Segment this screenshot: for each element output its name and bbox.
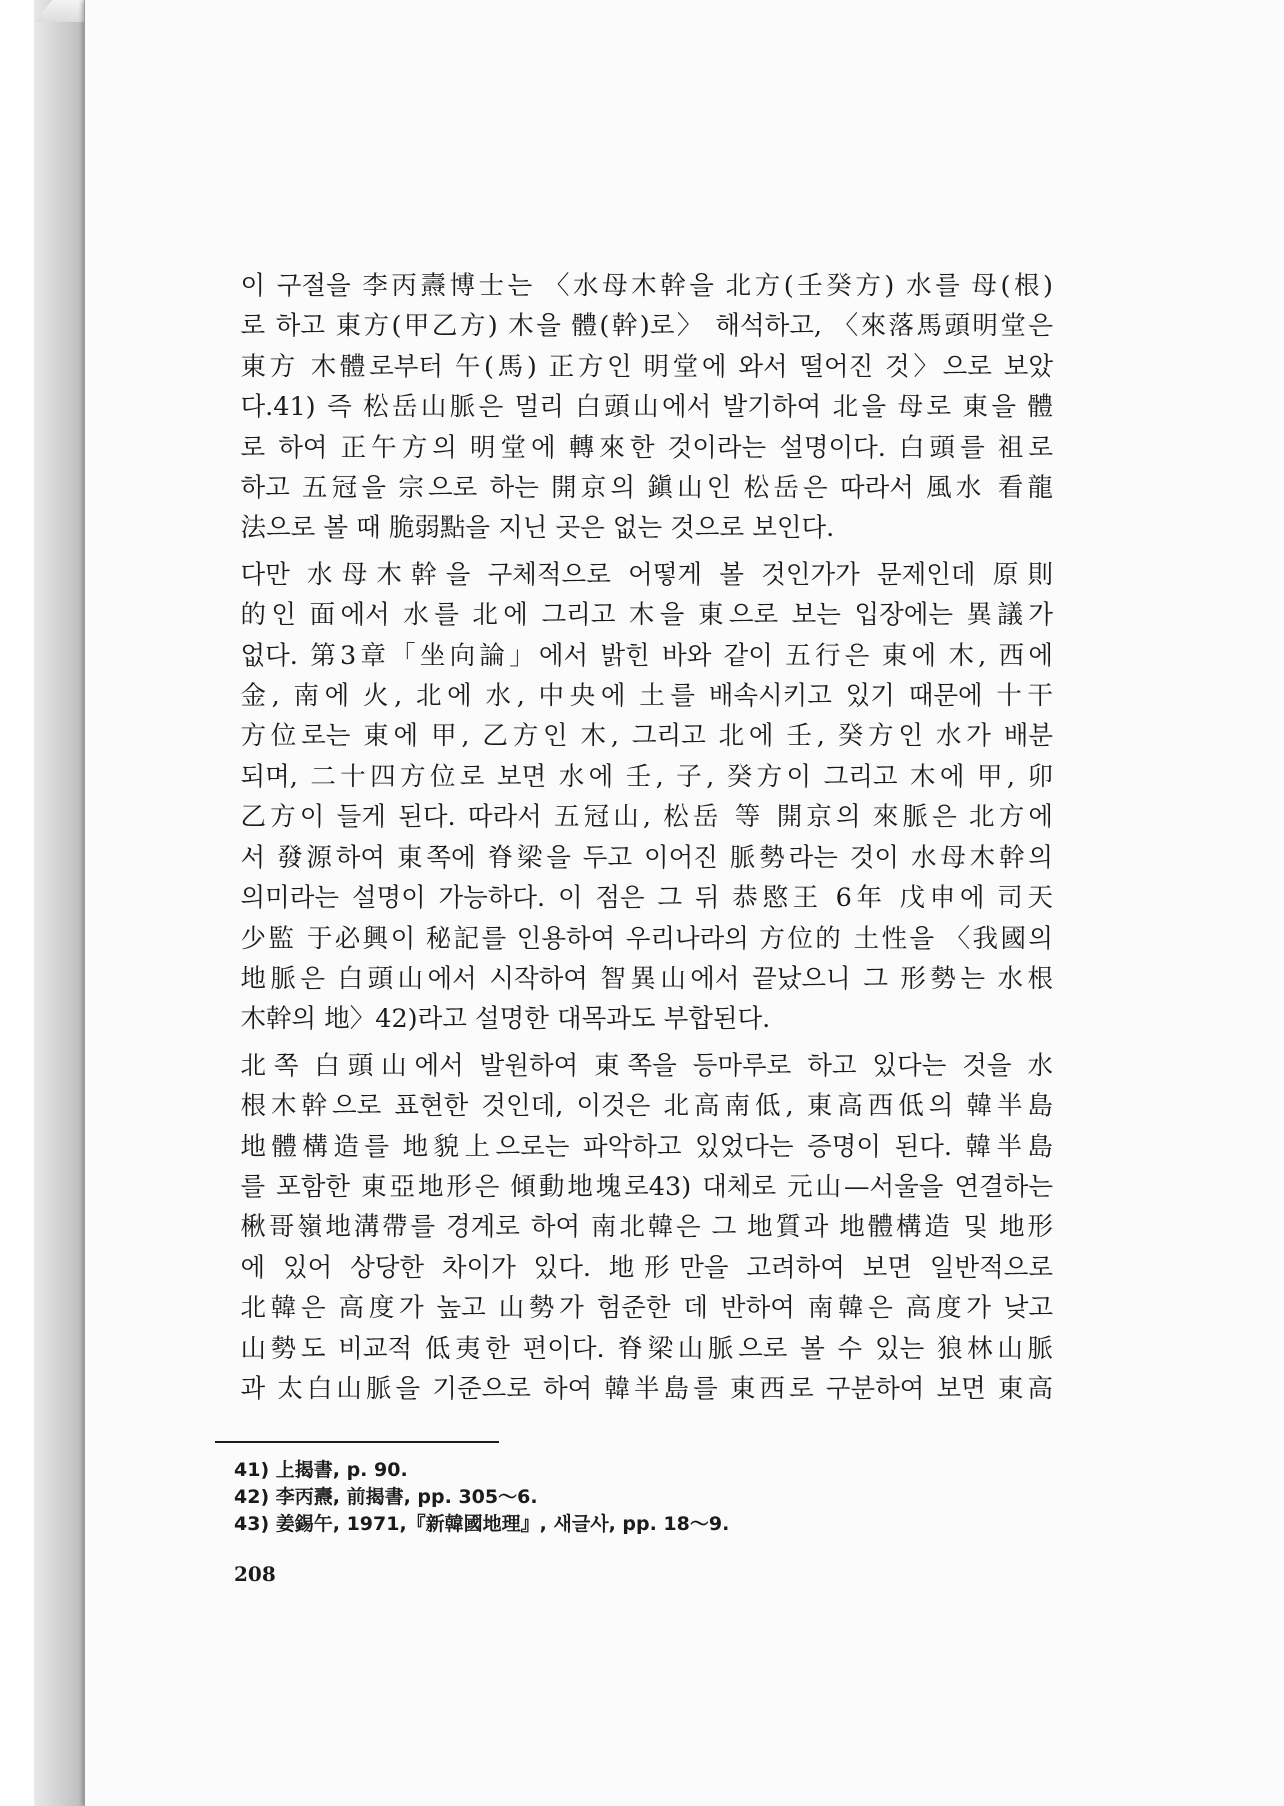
footnote-divider xyxy=(215,1441,499,1443)
text-line: 로 하여 正午方의 明堂에 轉來한 것이라는 설명이다. 白頭를 祖로 xyxy=(240,432,1053,463)
text-line: 山勢도 비교적 低夷한 편이다. 脊梁山脈으로 볼 수 있는 狼林山脈 xyxy=(240,1333,1053,1364)
text-line: 로 하고 東方(甲乙方) 木을 體(幹)로〉 해석하고, 〈來落馬頭明堂은 xyxy=(240,311,1053,342)
paragraph-2 xyxy=(215,555,1053,1040)
paragraph-3 xyxy=(215,1046,1053,1410)
text-line: 木幹의 地〉42)라고 설명한 대목과도 부합된다. xyxy=(240,1004,771,1035)
text-line: 되며, 二十四方位로 보면 水에 壬, 子, 癸方이 그리고 木에 甲, 卯 xyxy=(240,761,1053,792)
book-spine xyxy=(34,0,84,1806)
text-line: 없다. 第3章「坐向論」에서 밝힌 바와 같이 五行은 東에 木, 西에 xyxy=(240,640,1053,671)
text-line: 東方 木體로부터 午(馬) 正方인 明堂에 와서 떨어진 것〉으로 보았 xyxy=(240,351,1053,382)
text-line: 金, 南에 火, 北에 水, 中央에 土를 배속시키고 있기 때문에 十干 xyxy=(240,681,1053,712)
text-line: 과 太白山脈을 기준으로 하여 韓半島를 東西로 구분하여 보면 東高 xyxy=(240,1373,1053,1404)
text-line: 이 구절을 李丙燾博士는 〈水母木幹을 北方(壬癸方) 水를 母(根) xyxy=(240,271,1053,301)
body-text xyxy=(215,266,1053,1415)
text-line: 地體構造를 地貌上으로는 파악하고 있었다는 증명이 된다. 韓半島 xyxy=(240,1131,1053,1162)
page-number: 208 xyxy=(234,1562,276,1586)
paragraph-1 xyxy=(215,266,1053,549)
text-line: 를 포함한 東亞地形은 傾動地塊로43) 대체로 元山—서울을 연결하는 xyxy=(240,1171,1053,1202)
text-line: 根木幹으로 표현한 것인데, 이것은 北高南低, 東高西低의 韓半島 xyxy=(240,1091,1053,1122)
footnotes xyxy=(234,1457,1034,1538)
text-line: 北쪽 白頭山에서 발원하여 東쪽을 등마루로 하고 있다는 것을 水 xyxy=(240,1050,1053,1081)
text-line: 에 있어 상당한 차이가 있다. 地形만을 고려하여 보면 일반적으로 xyxy=(240,1252,1053,1283)
text-line: 楸哥嶺地溝帶를 경계로 하여 南北韓은 그 地質과 地體構造 및 地形 xyxy=(240,1212,1053,1243)
text-line: 다만 水母木幹을 구체적으로 어떻게 볼 것인가가 문제인데 原則 xyxy=(240,559,1053,590)
footnote-41: 41) 上揭書, p. 90. xyxy=(234,1459,408,1481)
text-line: 의미라는 설명이 가능하다. 이 점은 그 뒤 恭愍王 6年 戊申에 司天 xyxy=(240,883,1053,914)
text-line: 北韓은 高度가 높고 山勢가 험준한 데 반하여 南韓은 高度가 낮고 xyxy=(240,1293,1053,1324)
text-line: 乙方이 들게 된다. 따라서 五冠山, 松岳 等 開京의 來脈은 北方에 xyxy=(240,802,1053,833)
text-line: 地脈은 白頭山에서 시작하여 智異山에서 끝났으니 그 形勢는 水根 xyxy=(240,963,1053,994)
text-line: 法으로 볼 때 脆弱點을 지닌 곳은 없는 것으로 보인다. xyxy=(240,513,835,544)
text-line: 的인 面에서 水를 北에 그리고 木을 東으로 보는 입장에는 異議가 xyxy=(240,600,1053,631)
text-line: 하고 五冠을 宗으로 하는 開京의 鎭山인 松岳은 따라서 風水 看龍 xyxy=(240,473,1053,504)
text-line: 少監 于必興이 秘記를 인용하여 우리나라의 方位的 土性을 〈我國의 xyxy=(240,923,1053,954)
footnote-42: 42) 李丙燾, 前揭書, pp. 305～6. xyxy=(234,1486,538,1508)
text-line: 方位로는 東에 甲, 乙方인 木, 그리고 北에 壬, 癸方인 水가 배분 xyxy=(240,721,1053,752)
text-line: 다.41) 즉 松岳山脈은 멀리 白頭山에서 발기하여 北을 母로 東을 體 xyxy=(240,392,1053,423)
text-line: 서 發源하여 東쪽에 脊梁을 두고 이어진 脈勢라는 것이 水母木幹의 xyxy=(240,842,1053,873)
footnote-43: 43) 姜錫午, 1971,『新韓國地理』, 새글사, pp. 18～9. xyxy=(234,1513,730,1535)
